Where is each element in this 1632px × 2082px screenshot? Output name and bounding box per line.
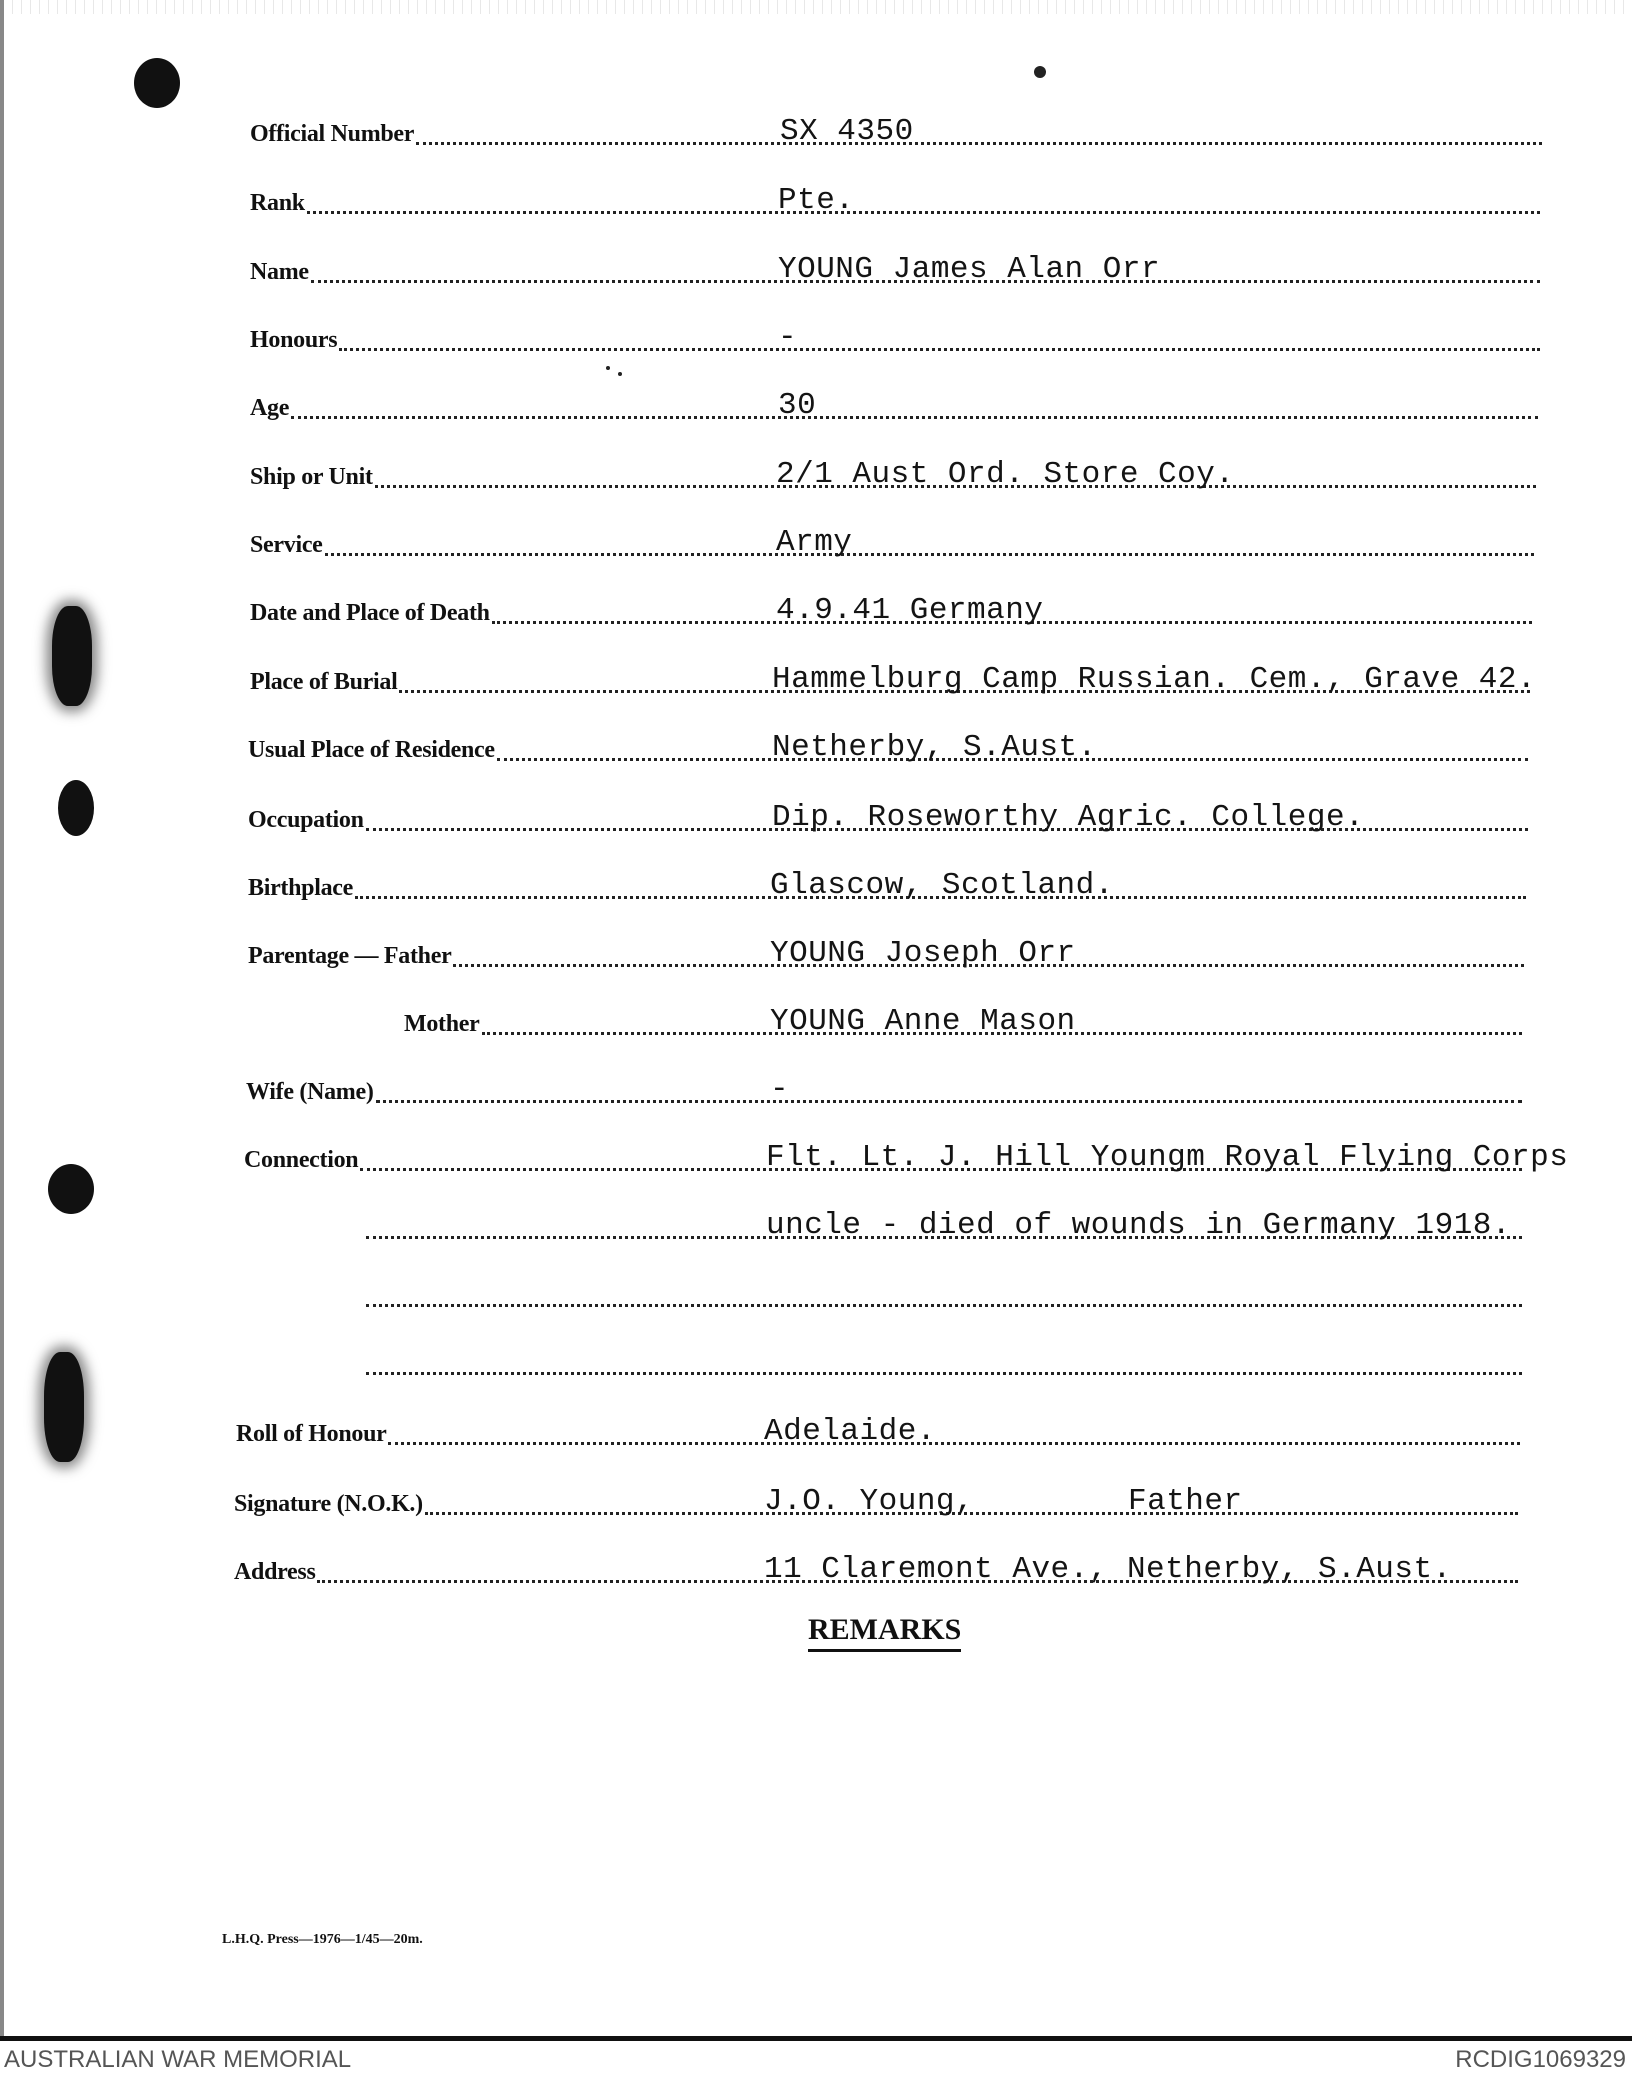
field-value: Pte. <box>778 183 855 218</box>
ink-dot <box>1034 66 1046 78</box>
field-value: YOUNG Anne Mason <box>770 1004 1076 1039</box>
field-value: Hammelburg Camp Russian. Cem., Grave 42. <box>772 662 1537 697</box>
dotted-leader <box>323 519 1534 565</box>
press-note: L.H.Q. Press—1976—1/45—20m. <box>222 1932 423 1947</box>
field-value: 4.9.41 Germany <box>776 593 1044 628</box>
field-label: Mother <box>404 1011 480 1037</box>
field-value: Adelaide. <box>764 1414 936 1449</box>
field-value: - <box>778 320 798 355</box>
field-label: Rank <box>250 190 305 216</box>
field-value: YOUNG James Alan Orr <box>778 252 1161 287</box>
punch-hole-left-2 <box>58 780 94 836</box>
field-connection-line-4 <box>364 1338 1522 1384</box>
field-value: uncle - died of wounds in Germany 1918. <box>766 1208 1512 1243</box>
punch-hole-top <box>134 58 180 108</box>
field-label: Usual Place of Residence <box>248 737 495 763</box>
field-value: Flt. Lt. J. Hill Youngm Royal Flying Corps <box>766 1140 1569 1175</box>
field-rank <box>250 177 1540 223</box>
field-label: Signature (N.O.K.) <box>234 1491 423 1517</box>
field-label: Official Number <box>250 121 415 147</box>
dotted-leader <box>414 108 1542 154</box>
field-value: Army <box>776 525 853 560</box>
field-label: Ship or Unit <box>250 464 373 490</box>
field-birthplace <box>248 862 1526 908</box>
field-value: 30 <box>778 388 817 423</box>
field-label: Honours <box>250 327 338 353</box>
dotted-leader <box>374 1066 1522 1112</box>
field-mother <box>404 998 1522 1044</box>
field-service <box>250 519 1534 565</box>
field-connection-line-2 <box>364 1202 1522 1248</box>
field-value: J.O. Young, <box>764 1484 975 1519</box>
footer-record-id: RCDIG1069329 <box>1455 2046 1626 2073</box>
punch-hole-left-1 <box>52 606 92 706</box>
field-name <box>250 246 1540 292</box>
scan-top-edge <box>0 0 1632 14</box>
field-value: Dip. Roseworthy Agric. College. <box>772 800 1365 835</box>
field-label: Parentage — Father <box>248 943 452 969</box>
field-value: YOUNG Joseph Orr <box>770 936 1076 971</box>
field-honours <box>250 314 1540 360</box>
field-value: Netherby, S.Aust. <box>772 730 1097 765</box>
field-label: Service <box>250 532 323 558</box>
field-value: SX 4350 <box>780 114 914 149</box>
field-signature <box>234 1478 1518 1524</box>
field-value: - <box>770 1072 790 1107</box>
dotted-leader <box>305 177 1540 223</box>
dotted-leader <box>289 382 1538 428</box>
field-label: Connection <box>244 1147 359 1173</box>
field-ship-or-unit <box>250 451 1536 497</box>
field-label: Birthplace <box>248 875 353 901</box>
field-value: Glascow, Scotland. <box>770 868 1114 903</box>
field-usual-residence <box>248 724 1528 770</box>
field-address <box>234 1546 1518 1592</box>
footer-archive-name: AUSTRALIAN WAR MEMORIAL <box>4 2046 352 2073</box>
field-connection <box>244 1134 1569 1180</box>
field-place-of-burial <box>250 656 1537 702</box>
field-label: Address <box>234 1559 316 1585</box>
field-age <box>250 382 1538 428</box>
field-label: Name <box>250 259 309 285</box>
scan-bottom-edge <box>0 2036 1632 2041</box>
field-label: Occupation <box>248 807 364 833</box>
field-roll-of-honour <box>236 1408 1520 1454</box>
ink-dot <box>606 366 610 370</box>
field-wife <box>246 1066 1522 1112</box>
remarks-heading: REMARKS <box>808 1613 961 1652</box>
punch-hole-left-3 <box>48 1164 94 1214</box>
field-label: Place of Burial <box>250 669 398 695</box>
dotted-leader <box>364 1270 1522 1316</box>
field-label: Age <box>250 395 290 421</box>
ink-dot <box>618 372 622 376</box>
field-occupation <box>248 794 1528 840</box>
signature-relation: Father <box>1128 1484 1243 1519</box>
field-value: 2/1 Aust Ord. Store Coy. <box>776 457 1235 492</box>
dotted-leader <box>364 1338 1522 1384</box>
field-connection-line-3 <box>364 1270 1522 1316</box>
field-label: Date and Place of Death <box>250 600 490 626</box>
field-value: 11 Claremont Ave., Netherby, S.Aust. <box>764 1552 1452 1587</box>
punch-hole-left-4 <box>44 1352 84 1462</box>
field-label: Roll of Honour <box>236 1421 387 1447</box>
dotted-leader <box>386 1408 1520 1454</box>
dotted-leader <box>337 314 1540 360</box>
field-father <box>248 930 1524 976</box>
field-official-number <box>250 108 1542 154</box>
field-label: Wife (Name) <box>246 1079 374 1105</box>
scan-left-edge <box>0 0 4 2040</box>
field-date-place-death <box>250 587 1532 633</box>
